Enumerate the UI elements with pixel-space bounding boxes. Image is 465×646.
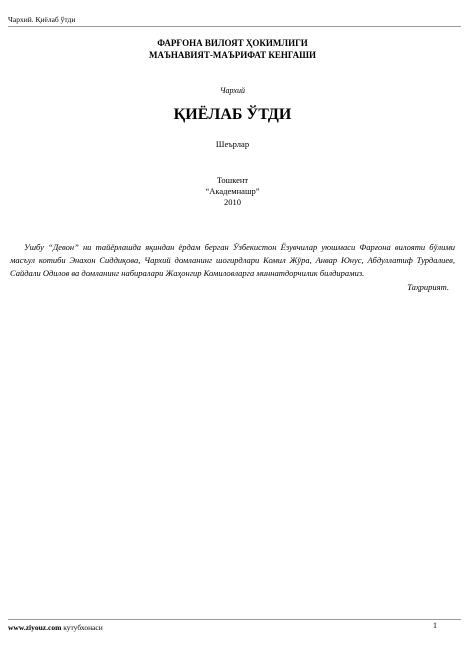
acknowledgment-section	[10, 241, 455, 294]
footer-divider	[8, 619, 461, 620]
header-divider	[8, 26, 461, 27]
imprint-year: 2010	[224, 197, 241, 207]
imprint-publisher: “Академнашр”	[205, 186, 260, 196]
page-number: 1	[433, 621, 437, 630]
imprint-block	[0, 175, 465, 208]
org-line-1: ФАРҒОНА ВИЛОЯТ ҲОКИМЛИГИ	[157, 38, 308, 48]
footer-suffix: кутубхонаси	[61, 623, 103, 632]
organization-block	[0, 37, 465, 61]
book-genre: Шеърлар	[215, 139, 250, 149]
book-title: ҚИЁЛАБ ЎТДИ	[173, 106, 292, 123]
imprint-city: Тошкент	[216, 175, 249, 185]
footer-credit	[8, 623, 103, 632]
org-line-2: МАЪНАВИЯТ-МАЪРИФАТ КЕНГАШИ	[148, 50, 317, 60]
editorial-signature: Таҳририят.	[407, 282, 449, 292]
author-name: Чархий	[220, 86, 245, 95]
acknowledgment-text: Ушбу “Девон” ни тайёрлашда яқиндан ёрдам берган Ўзбекистон Ёзувчилар уюшмаси Фарғона вилояти бўлими масъул котиби Энахон Сиддиқова, Чархий домланинг шогирдлари Комил Жўра, Анвар Юнус, Абдуллатиф Турдалиев, Сайдали Одилов ва домланинг набиралари Жаҳонгир Комиловларга миннатдорчилик билдирамиз.	[10, 242, 455, 278]
running-head: Чархий. Қиёлаб ўтди	[8, 15, 76, 24]
footer-site-link[interactable]: www.ziyouz.com	[8, 623, 62, 632]
